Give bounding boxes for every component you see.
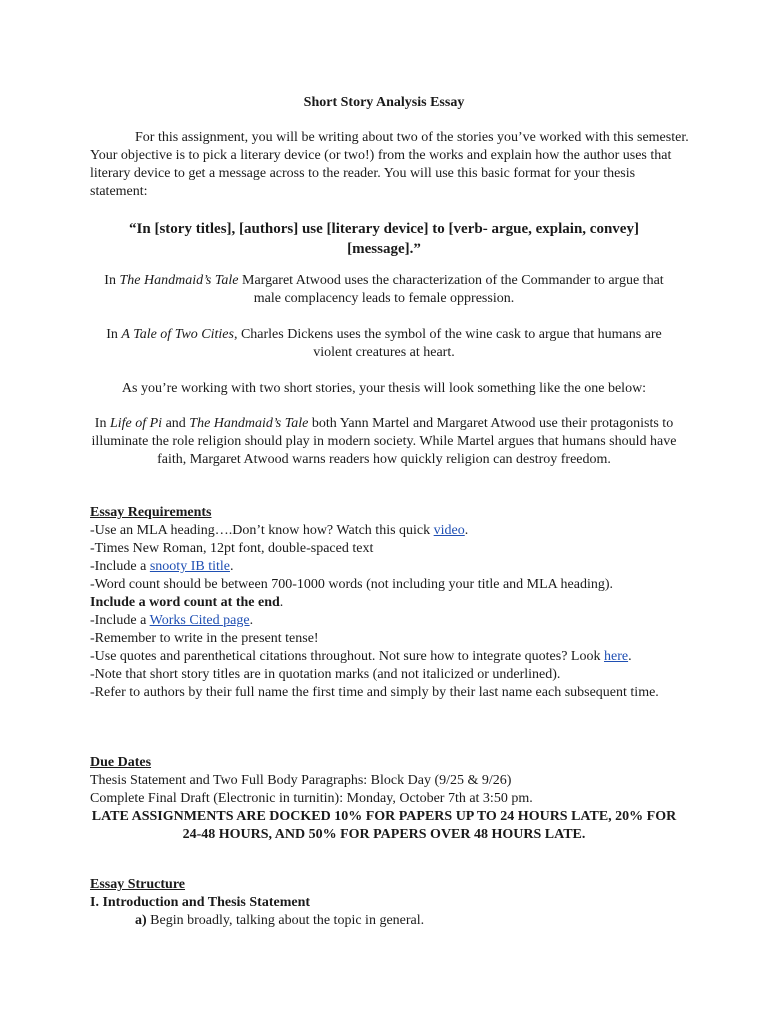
item-a-label: a) — [135, 913, 147, 928]
req-quotes-post: . — [628, 649, 632, 664]
structure-section-1: I. Introduction and Thesis Statement — [90, 895, 311, 910]
example4-title1: Life of Pi — [109, 416, 163, 431]
req-works-cited — [90, 612, 690, 630]
late-policy: LATE ASSIGNMENTS ARE DOCKED 10% FOR PAPERS UP TO 24 HOURS LATE, 20% FOR 24-48 HOURS, AND 50% FOR PAPERS OVER 48 HOURS LATE. — [91, 809, 677, 842]
example2-title: A Tale of Two Cities — [121, 327, 234, 342]
intro-text: For this assignment, you will be writing about two of the stories you’ve worked with this semester. Your objective is to pick a literary device (or two!) from the works and explain how the author uses that literary device to get a message across to the reader. You will use this basic format for your thesis statement: — [90, 130, 689, 199]
item-a-text: Begin broadly, talking about the topic in general. — [146, 913, 425, 928]
due-dates-heading: Due Dates — [90, 755, 152, 770]
req-title-post: . — [229, 559, 234, 574]
req-cited-text: -Include a — [90, 613, 150, 628]
req-tense: -Remember to write in the present tense! — [90, 631, 319, 646]
example-tale-of-two-cities — [90, 326, 678, 362]
req-mla-post: . — [464, 523, 469, 538]
essay-requirements-section — [90, 504, 690, 702]
video-link[interactable]: video — [433, 523, 465, 538]
req-mla-text: -Use an MLA heading….Don’t know how? Watch this quick — [90, 523, 434, 538]
req-title — [90, 558, 690, 576]
req-mla — [90, 522, 690, 540]
due-thesis: Thesis Statement and Two Full Body Paragraphs: Block Day (9/25 & 9/26) — [90, 773, 512, 788]
example1-post: Margaret Atwood uses the characterization of the Commander to argue that male complacency leads to female oppression. — [238, 273, 664, 306]
structure-heading: Essay Structure — [90, 877, 186, 892]
essay-structure-section — [90, 876, 690, 930]
wordcount-bold-post: . — [279, 595, 284, 610]
example4-pre: In — [94, 416, 110, 431]
example-two-stories — [90, 415, 678, 469]
works-cited-link[interactable]: Works Cited page — [149, 613, 250, 628]
example4-title2: The Handmaid’s Tale — [189, 416, 309, 431]
req-quotes — [90, 648, 690, 666]
req-story-titles: -Note that short story titles are in quotation marks (and not italicized or underlined). — [90, 667, 561, 682]
req-wordcount: -Word count should be between 700-1000 words (not including your title and MLA heading). — [90, 577, 613, 592]
example-handmaids-tale — [90, 272, 678, 308]
example1-pre: In — [104, 273, 120, 288]
example4-post: both Yann Martel and Margaret Atwood use their protagonists to illuminate the role religion should play in modern society. While Martel argues that humans should have faith, Margaret Atwood warns readers how quickly religion can destroy freedom. — [91, 416, 677, 467]
req-font: -Times New Roman, 12pt font, double-spaced text — [90, 541, 374, 556]
req-wordcount-note — [90, 594, 690, 612]
snooty-ib-title-link[interactable]: snooty IB title — [149, 559, 230, 574]
thesis-formula: “In [story titles], [authors] use [literary device] to [verb- argue, explain, convey] [message].” — [129, 221, 639, 257]
document-title: Short Story Analysis Essay — [303, 95, 465, 110]
example-intro-line: As you’re working with two short stories, your thesis will look something like the one below: — [121, 381, 647, 396]
requirements-heading: Essay Requirements — [90, 505, 212, 520]
example2-post: , Charles Dickens uses the symbol of the wine cask to argue that humans are violent creatures at heart. — [233, 327, 662, 360]
example2-pre: In — [106, 327, 122, 342]
here-link[interactable]: here — [603, 649, 629, 664]
wordcount-bold-text: Include a word count at the end — [90, 595, 280, 610]
due-dates-section — [90, 754, 690, 808]
example4-mid: and — [162, 416, 190, 431]
due-final: Complete Final Draft (Electronic in turnitin): Monday, October 7th at 3:50 pm. — [90, 791, 533, 806]
example1-title: The Handmaid’s Tale — [119, 273, 239, 288]
intro-paragraph — [90, 129, 690, 201]
req-title-text: -Include a — [90, 559, 150, 574]
req-quotes-text: -Use quotes and parenthetical citations throughout. Not sure how to integrate quotes? Look — [90, 649, 604, 664]
req-authors: -Refer to authors by their full name the first time and simply by their last name each subsequent time. — [90, 685, 659, 700]
req-cited-post: . — [249, 613, 254, 628]
structure-item-a — [90, 912, 690, 930]
